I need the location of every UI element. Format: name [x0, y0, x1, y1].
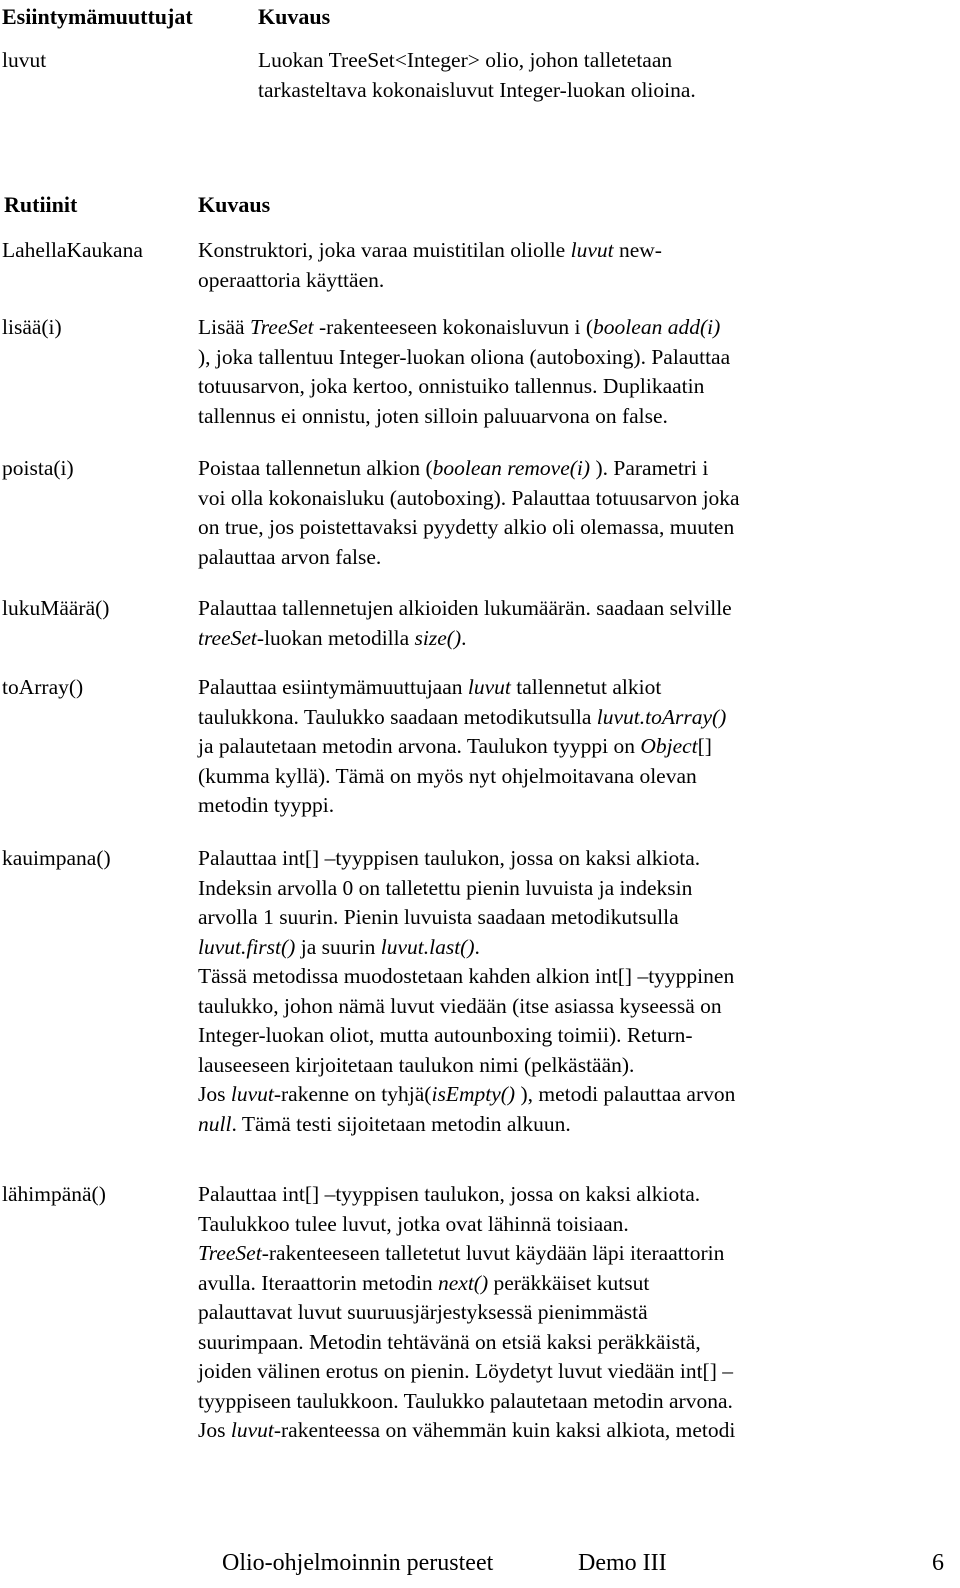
desc-line — [198, 454, 740, 484]
desc-line: tyyppiseen taulukkoon. Taulukko palautetaan metodin arvona. — [198, 1388, 733, 1413]
italic-text: luvut — [230, 1418, 274, 1442]
desc-line — [198, 933, 735, 963]
italic-text: isEmpty() — [431, 1082, 516, 1106]
row-name: poista(i) — [2, 456, 74, 480]
desc-line: Tässä metodissa muodostetaan kahden alkion int[] –tyyppinen — [198, 964, 735, 988]
desc-line: Luokan TreeSet<Integer> olio, johon talletetaan — [258, 48, 673, 72]
desc-line — [198, 703, 726, 733]
table2-header-name: Rutiinit — [4, 192, 78, 217]
desc-line — [198, 1269, 735, 1299]
italic-text: TreeSet — [198, 1241, 262, 1265]
desc-line — [198, 1080, 735, 1110]
desc-line: suurimpaan. Metodin tehtävänä on etsiä kaksi peräkkäistä, — [198, 1329, 701, 1354]
text: . — [474, 934, 480, 959]
row-description — [198, 1180, 735, 1446]
desc-line — [198, 1239, 735, 1269]
desc-line: lauseeseen kirjoitetaan taulukon nimi (pelkästään). — [198, 1052, 635, 1077]
italic-text: luvut — [230, 1082, 274, 1106]
text: ja suurin — [295, 934, 381, 959]
row-description — [258, 46, 696, 105]
desc-line: Palauttaa tallennetujen alkioiden lukumäärän. saadaan selville — [198, 596, 732, 620]
desc-line: taulukko, johon nämä luvut viedään (itse asiassa kyseessä on — [198, 993, 722, 1018]
italic-text: luvut.first() — [198, 934, 296, 959]
italic-text: size() — [414, 625, 462, 650]
desc-line: palauttaa arvon false. — [198, 544, 382, 569]
text: new- — [613, 238, 662, 262]
text: Lisää — [198, 315, 250, 339]
row-name: LahellaKaukana — [2, 238, 143, 262]
desc-line — [198, 624, 732, 654]
table1-header-desc: Kuvaus — [258, 4, 331, 29]
italic-text: null — [198, 1111, 232, 1136]
desc-line — [198, 236, 662, 266]
desc-line: voi olla kokonaisluku (autoboxing). Palauttaa totuusarvon joka — [198, 485, 740, 510]
text: . — [461, 625, 467, 650]
desc-line: tarkasteltava kokonaisluvut Integer-luokan olioina. — [258, 77, 696, 102]
italic-text: boolean add(i) — [593, 315, 721, 339]
italic-text: treeSet — [198, 625, 257, 650]
desc-line — [198, 1110, 735, 1140]
desc-line — [198, 732, 726, 762]
table1-header-name: Esiintymämuuttujat — [2, 4, 193, 29]
desc-line: Palauttaa int[] –tyyppisen taulukon, jossa on kaksi alkiota. — [198, 1182, 701, 1206]
text: -luokan metodilla — [256, 625, 415, 650]
row-name: kauimpana() — [2, 846, 111, 870]
row-description — [198, 844, 735, 1139]
desc-line: metodin tyyppi. — [198, 793, 335, 817]
desc-line: totuusarvon, joka kertoo, onnistuiko tallennus. Duplikaatin — [198, 374, 705, 398]
desc-line: on true, jos poistettavaksi pyydetty alkio oli olemassa, muuten — [198, 515, 735, 539]
text: Jos — [198, 1418, 231, 1442]
text: ja palautetaan metodin arvona. Taulukon tyyppi on — [198, 734, 641, 758]
desc-line: operaattoria käyttäen. — [198, 267, 385, 292]
text: -rakenne on tyhjä( — [273, 1082, 432, 1106]
text: taulukkona. Taulukko saadaan metodikutsulla — [198, 704, 597, 729]
text: . Tämä testi sijoitetaan metodin alkuun. — [231, 1111, 571, 1136]
row-name: luvut — [2, 48, 47, 72]
row-name: toArray() — [2, 675, 84, 699]
row-name: lisää(i) — [2, 315, 62, 339]
text: -rakenteessa on vähemmän kuin kaksi alkiota, metodi — [273, 1418, 736, 1442]
text: Konstruktori, joka varaa muistitilan oliolle — [198, 238, 571, 262]
desc-line: palauttavat luvut suuruusjärjestyksessä pienimmästä — [198, 1300, 648, 1324]
text: -rakenteeseen talletetut luvut käydään läpi iteraattorin — [261, 1241, 725, 1265]
row-description — [198, 313, 730, 431]
text: ), metodi palauttaa arvon — [515, 1082, 736, 1106]
footer-course-title: Olio-ohjelmoinnin perusteet — [222, 1550, 494, 1576]
table2-header-desc: Kuvaus — [198, 192, 271, 217]
desc-line — [198, 313, 730, 343]
italic-text: luvut — [570, 238, 614, 262]
desc-line — [198, 1416, 735, 1446]
italic-text: luvut.last() — [380, 934, 475, 959]
footer-page-number: 6 — [932, 1550, 944, 1576]
text: tallennetut alkiot — [510, 675, 662, 699]
text: Jos — [198, 1082, 231, 1106]
desc-line: tallennus ei onnistu, joten silloin paluuarvona on false. — [198, 403, 668, 428]
footer-demo-label: Demo III — [578, 1550, 667, 1576]
text: peräkkäiset kutsut — [488, 1270, 650, 1295]
desc-line: Indeksin arvolla 0 on talletettu pienin luvuista ja indeksin — [198, 875, 693, 900]
italic-text: luvut.toArray() — [596, 704, 727, 729]
row-description — [198, 673, 726, 821]
desc-line: (kumma kyllä). Tämä on myös nyt ohjelmoitavana olevan — [198, 763, 697, 788]
desc-line: ), joka tallentuu Integer-luokan oliona (autoboxing). Palauttaa — [198, 344, 731, 369]
row-name: lähimpänä() — [2, 1182, 106, 1206]
desc-line: Integer-luokan oliot, mutta autounboxing toimii). Return- — [198, 1023, 693, 1047]
text: ). Parametri i — [590, 456, 709, 480]
italic-text: Object — [640, 734, 698, 758]
desc-line: joiden välinen erotus on pienin. Löydetyt luvut viedään int[] – — [198, 1359, 733, 1383]
desc-line — [198, 673, 726, 703]
text: Poistaa tallennetun alkion ( — [198, 456, 433, 480]
text: -rakenteeseen kokonaisluvun i ( — [313, 315, 594, 339]
desc-line: Taulukkoo tulee luvut, jotka ovat lähinnä toisiaan. — [198, 1211, 629, 1236]
row-name: lukuMäärä() — [2, 596, 110, 620]
row-description — [198, 594, 732, 653]
italic-text: boolean remove(i) — [432, 456, 591, 480]
row-description — [198, 454, 740, 572]
text: Palauttaa esiintymämuuttujaan — [198, 675, 468, 699]
italic-text: TreeSet — [249, 315, 314, 339]
italic-text: luvut — [467, 675, 511, 699]
desc-line: Palauttaa int[] –tyyppisen taulukon, jossa on kaksi alkiota. — [198, 846, 701, 870]
row-description — [198, 236, 662, 295]
text: avulla. Iteraattorin metodin — [198, 1270, 438, 1295]
italic-text: next() — [438, 1270, 489, 1295]
text: [] — [697, 734, 712, 758]
desc-line: arvolla 1 suurin. Pienin luvuista saadaan metodikutsulla — [198, 905, 679, 929]
